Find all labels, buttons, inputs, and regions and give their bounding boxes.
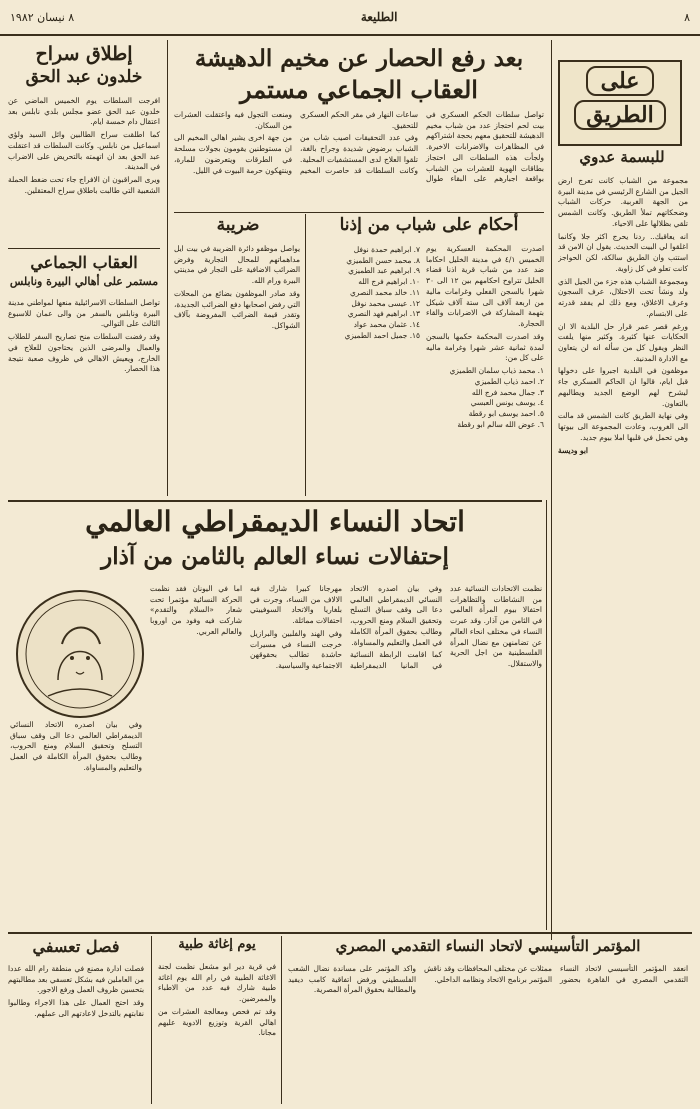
dismissal-body (8, 964, 144, 1102)
list-item: ٤. يوسف يونس العبسي (470, 398, 544, 408)
list-item: ٢. احمد ذياب الطميزي (474, 376, 544, 386)
sentences-paragraph: وقد اصدرت المحكمة حكمها بالسجن لمدة ثمانية عشر شهرا وغرامة ماليه على كل من: (426, 331, 544, 363)
column-divider (281, 936, 282, 1104)
release-paragraph: كما اطلقت سراح الطالبين وائل السيد ولؤي اسماعيل من نابلس. وكانت السلطات قد اعتقلت عبد الحق بعد ان اتهمته بالتحريض على الاضراب في المدينة. (8, 130, 160, 172)
list-item: ٦. عوض الله سالم ابو رقطة (457, 419, 544, 429)
column-divider (546, 500, 547, 930)
list-item: ٧. ابراهيم حمدة نوفل (353, 245, 420, 254)
horizontal-divider (174, 212, 544, 213)
release-paragraph: افرجت السلطات يوم الخميس الماضي عن خلدون عبد الحق عضو مجلس بلدي نابلس بعد اعتقال دام خمسة ايام. (8, 96, 160, 127)
conference-body (288, 964, 688, 1102)
column-divider (151, 936, 152, 1104)
dismissal-paragraph: وقد احتج العمال على هذا الاجراء وطالبوا نقابتهم بالتدخل لاعادتهم الى عملهم. (8, 998, 144, 1018)
main-story-paragraph: تواصل سلطات الحكم العسكري في بيت لحم احتجاز عدد من شباب مخيم الدهيشة للتحقيق معهم بحجة اشتراكهم في المظاهرات والاضرابات الاخيرة. ولجأت هذه السلطات الى احتجاز بطاقات الهوية للعشرات من الشباب بواقعة اجبارهم على البقاء طوال ساعات النهار في مقر الحكم العسكري للتحقيق. (300, 110, 544, 184)
masthead (0, 0, 700, 36)
release-story-body (8, 96, 160, 244)
list-item: ١٢. عيسى محمد نوفل (351, 298, 420, 308)
conference-paragraph: واكد المؤتمر على مساندة نضال الشعب الفلسطيني ورفض اتفاقية كامب ديفيد والمطالبة بحقوق المرأة المصرية. (288, 964, 416, 995)
union-body (150, 584, 542, 916)
main-story-paragraph: من جهة اخرى يشير اهالي المخيم الى ان مستوطنين يقومون بجولات مسلحة في الطرقات ويتعرضون للمارة، وينتهكون حرمة البيوت في الليل. (174, 133, 292, 175)
column-signoff: ابو وديسة (558, 445, 588, 455)
womens-day-emblem (16, 590, 144, 718)
list-item: ١٤. عثمان محمد عواد (353, 320, 420, 330)
list-item: ٩. ابراهيم عبد الطميزي (348, 266, 420, 276)
tax-paragraph: يواصل موظفو دائرة الضريبة في بيت ايل مداهماتهم للمحال التجارية وفرض الضرائب الاضافية على التجار في مدينتي البيرة ورام الله. (174, 244, 300, 286)
collective-body (8, 298, 160, 496)
page-number: ٨ (684, 10, 690, 24)
dismissal-headline: فصل تعسفي (32, 937, 120, 956)
union-paragraph: وفي بيان اصدره الاتحاد النسائي الديمقراطي العالمي دعا الى وقف سباق التسلح وتحقيق السلام ومنع الحروب، وطالب بحقوق المرأة الكاملة في العمل والتعليم والمساواة. (10, 720, 142, 772)
main-story-body (174, 110, 544, 206)
main-headline-2: العقاب الجماعي مستمر (240, 75, 478, 104)
main-story-paragraph: وفي عدد التحقيقات اصيب شاب من الشباب برضوض شديدة وجراح بالغة، تلقوا العلاج لدى المستشفيات المحلية. وكانت السلطات قد حاصرت المخيم ومنعت التجول فيه واعتقلت العشرات من السكان. (174, 110, 418, 175)
story-divider (167, 40, 168, 216)
list-item: ١. محمد ذياب سلمان الطميزي (449, 366, 544, 376)
column-paragraph: موظفون في البلدية اجبروا على دخولها قبل ايام، قالوا ان الحاكم العسكري جاء ليشرح لهم الوضع الجديد ويطالبهم بالتعاون. (558, 366, 688, 408)
column-paragraph: انه يعاقبك.. ردنا يحرج اكثر جلا وكانما اغلقوا لي البيت الحديث. يقول ان الامن قد استتب وان الطريق سالكة، لكن الحواجز كانت تعلو في كل زاوية. (558, 231, 688, 273)
union-paragraph: نظمت الاتحادات النسائية عدد من النشاطات والتظاهرات احتفالا بيوم المرأة العالمي في الثامن من آذار. وقد عبرت النساء في مختلف انحاء العالم عن تضامنهن مع نضال المرأة الفلسطينية من اجل الحرية والاستقلال. (450, 584, 542, 669)
conference-paragraph: انعقد المؤتمر التأسيسي لاتحاد النساء التقدمي المصري في القاهرة بحضور ممثلات عن مختلف المحافظات وقد ناقش المؤتمر برنامج الاتحاد ونظامه الداخلي. (424, 964, 688, 984)
list-item: ١٣. ابراهيم فهد النصري (347, 309, 420, 319)
medical-paragraph: وقد تم فحص ومعالجة العشرات من اهالي القرية وتوزيع الادوية عليهم مجانا. (158, 1006, 276, 1038)
column-paragraph: ورغم قصر عمر قرار حل البلدية الا ان الحكايات عنها كثيرة. وكثير منها يلفت النظر ويقول كل من سأله انه لن يتعاون مع الادارة المدنية. (558, 321, 688, 363)
column-byline: للبسمة عدوي (579, 148, 665, 166)
union-paragraph: اما في اليونان فقد نظمت الحركة النسائية مؤتمرا تحت شعار «السلام والتقدم» شاركت فيه وفود من اوروبا والعالم العربي. (150, 584, 242, 636)
sentences-names-list-b (312, 245, 420, 342)
list-item: ٥. احمد يوسف ابو رقطة (468, 409, 544, 419)
section-rule (8, 932, 692, 934)
main-headline-1: بعد رفع الحصار عن مخيم الدهيشة (194, 45, 524, 72)
list-item: ١٥. جميل احمد الطميزي (344, 330, 420, 340)
section-rule (8, 500, 542, 502)
tax-headline: ضريبة (216, 215, 260, 235)
release-headline-2: خلدون عبد الحق (25, 67, 143, 87)
release-headline-1: إطلاق سراح (35, 43, 133, 65)
union-body-left (10, 720, 142, 916)
release-paragraph: ويرى المراقبون ان الافراج جاء تحت ضغط الحملة الشعبية التي طالبت باطلاق سراح المعتقلين. (8, 175, 160, 195)
list-item: ١٠. ابراهيم فرج الله (358, 277, 420, 287)
collective-headline-2: مستمر على أهالي البيرة ونابلس (9, 275, 159, 288)
sentences-body (426, 244, 544, 496)
collective-paragraph: تواصل السلطات الاسرائيلية منعها لمواطني مدينة البيرة ونابلس بالسفر من والى عمان للاسبوع الثالث على التوالي. (8, 298, 160, 329)
column-divider (551, 40, 552, 940)
issue-date: ٨ نيسان ١٩٨٢ (10, 10, 75, 24)
column-logo-line1: على (586, 66, 654, 96)
tax-body (174, 244, 300, 496)
story-divider (305, 214, 306, 496)
tax-paragraph: وقد صادر الموظفون بضائع من المحلات التي رفض اصحابها دفع الضرائب الجديدة، وتقدر قيمة الضرائب المفروضة بآلاف الشواكل. (174, 288, 300, 331)
dismissal-paragraph: فصلت ادارة مصنع في منطقة رام الله عددا من العاملين فيه بشكل تعسفي بعد مطالبتهم بتحسين ظروف العمل ورفع الاجور. (8, 964, 144, 995)
column-paragraph: وفي نهاية الطريق كانت الشمس قد مالت الى الغروب، وعادت المجموعة الى بيوتها وهي تحمل في قلبها املا بيوم جديد. (558, 411, 688, 442)
column-paragraph: ومجموعة الشباب هذه جزء من الجيل الذي ولد ونشأ تحت الاحتلال، عرف السجون وعرف الاغلاق، ومع ذلك لم يفقد قدرته على الابتسام. (558, 276, 688, 318)
medical-body (158, 962, 276, 1102)
collective-headline-1: العقاب الجماعي (30, 253, 138, 272)
list-item: ١١. خالد محمد النصري (350, 287, 420, 297)
medical-paragraph: في قرية دير ابو مشعل نظمت لجنة الاغاثة الطبية في رام الله يوم اغاثة طبية شارك فيه عدد من الاطباء والممرضين. (158, 962, 276, 1004)
column-paragraph: مجموعة من الشباب كانت تعرج ارض الجيل من الشارع الرئيسي في مدينة البيرة من الجهة الغربية. حركات الشباب وضحكاتهم تملأ الطريق. وكانت الشمس تلقي بظلالها على الاحياء. (558, 176, 688, 228)
union-headline-2: إحتفالات نساء العالم بالثامن من آذار (101, 543, 449, 570)
union-paragraph: وفي بيان اصدره الاتحاد النسائي الديمقراطي العالمي دعا الى وقف سباق التسلح وتحقيق السلام ومنع الحروب، وطالب بحقوق المرأة الكاملة في العمل والتعليم والمساواة. (350, 584, 442, 647)
sentences-paragraph: اصدرت المحكمة العسكرية يوم الخميس ٤/١ في مدينة الخليل احكاما ضد عدد من شباب قرية اذنا قضاء الخليل تتراوح احكامهم بين ١٢ الى ٣٠ شهرا بالسجن الفعلي وغرامات مالية من اربعة آلاف الى ستة آلاف شيكل بتهمة المشاركة في الاضرابات والقاء الحجارة. (426, 244, 544, 329)
collective-paragraph: وقد رفضت السلطات منح تصاريح السفر للطلاب والعمال والمرضى الذين يحتاجون للعلاج في الخارج، ويعيش الاهالي في ظروف صعبة نتيجة هذا الحصار. (8, 332, 160, 374)
column-logo (558, 60, 682, 146)
column-body (558, 176, 688, 934)
sentences-headline: أحكام على شباب من إذنا (339, 215, 519, 235)
sentences-names-b (312, 244, 420, 496)
publication-name: الطليعة (360, 10, 398, 24)
union-paragraph: وفي الهند والفلبين والبرازيل خرجت النساء في مسيرات حاشدة تطالب بحقوقهن الاجتماعية والسياسية. (250, 628, 342, 671)
medical-headline: يوم إغاثة طبية (178, 937, 256, 952)
column-logo-line2: الطريق (574, 100, 666, 130)
list-item: ٨. محمد حسن الطميزي (346, 255, 420, 265)
union-paragraph: كما اقامت الرابطة النسائية في المانيا الديمقراطية مهرجانا كبيرا شارك فيه الالاف من النساء، وجرت في بلغاريا والاتحاد السوفييتي احتفالات مماثلة. (250, 584, 442, 671)
horizontal-divider (8, 248, 160, 249)
sentences-names-list-a (426, 366, 544, 430)
story-divider (167, 214, 168, 496)
list-item: ٣. جمال محمد فرج الله (471, 387, 544, 397)
woman-portrait-icon (18, 592, 142, 716)
union-headline-1: اتحاد النساء الديمقراطي العالمي (85, 505, 465, 538)
conference-headline: المؤتمر التأسيسي لاتحاد النساء التقدمي المصري (335, 937, 641, 955)
